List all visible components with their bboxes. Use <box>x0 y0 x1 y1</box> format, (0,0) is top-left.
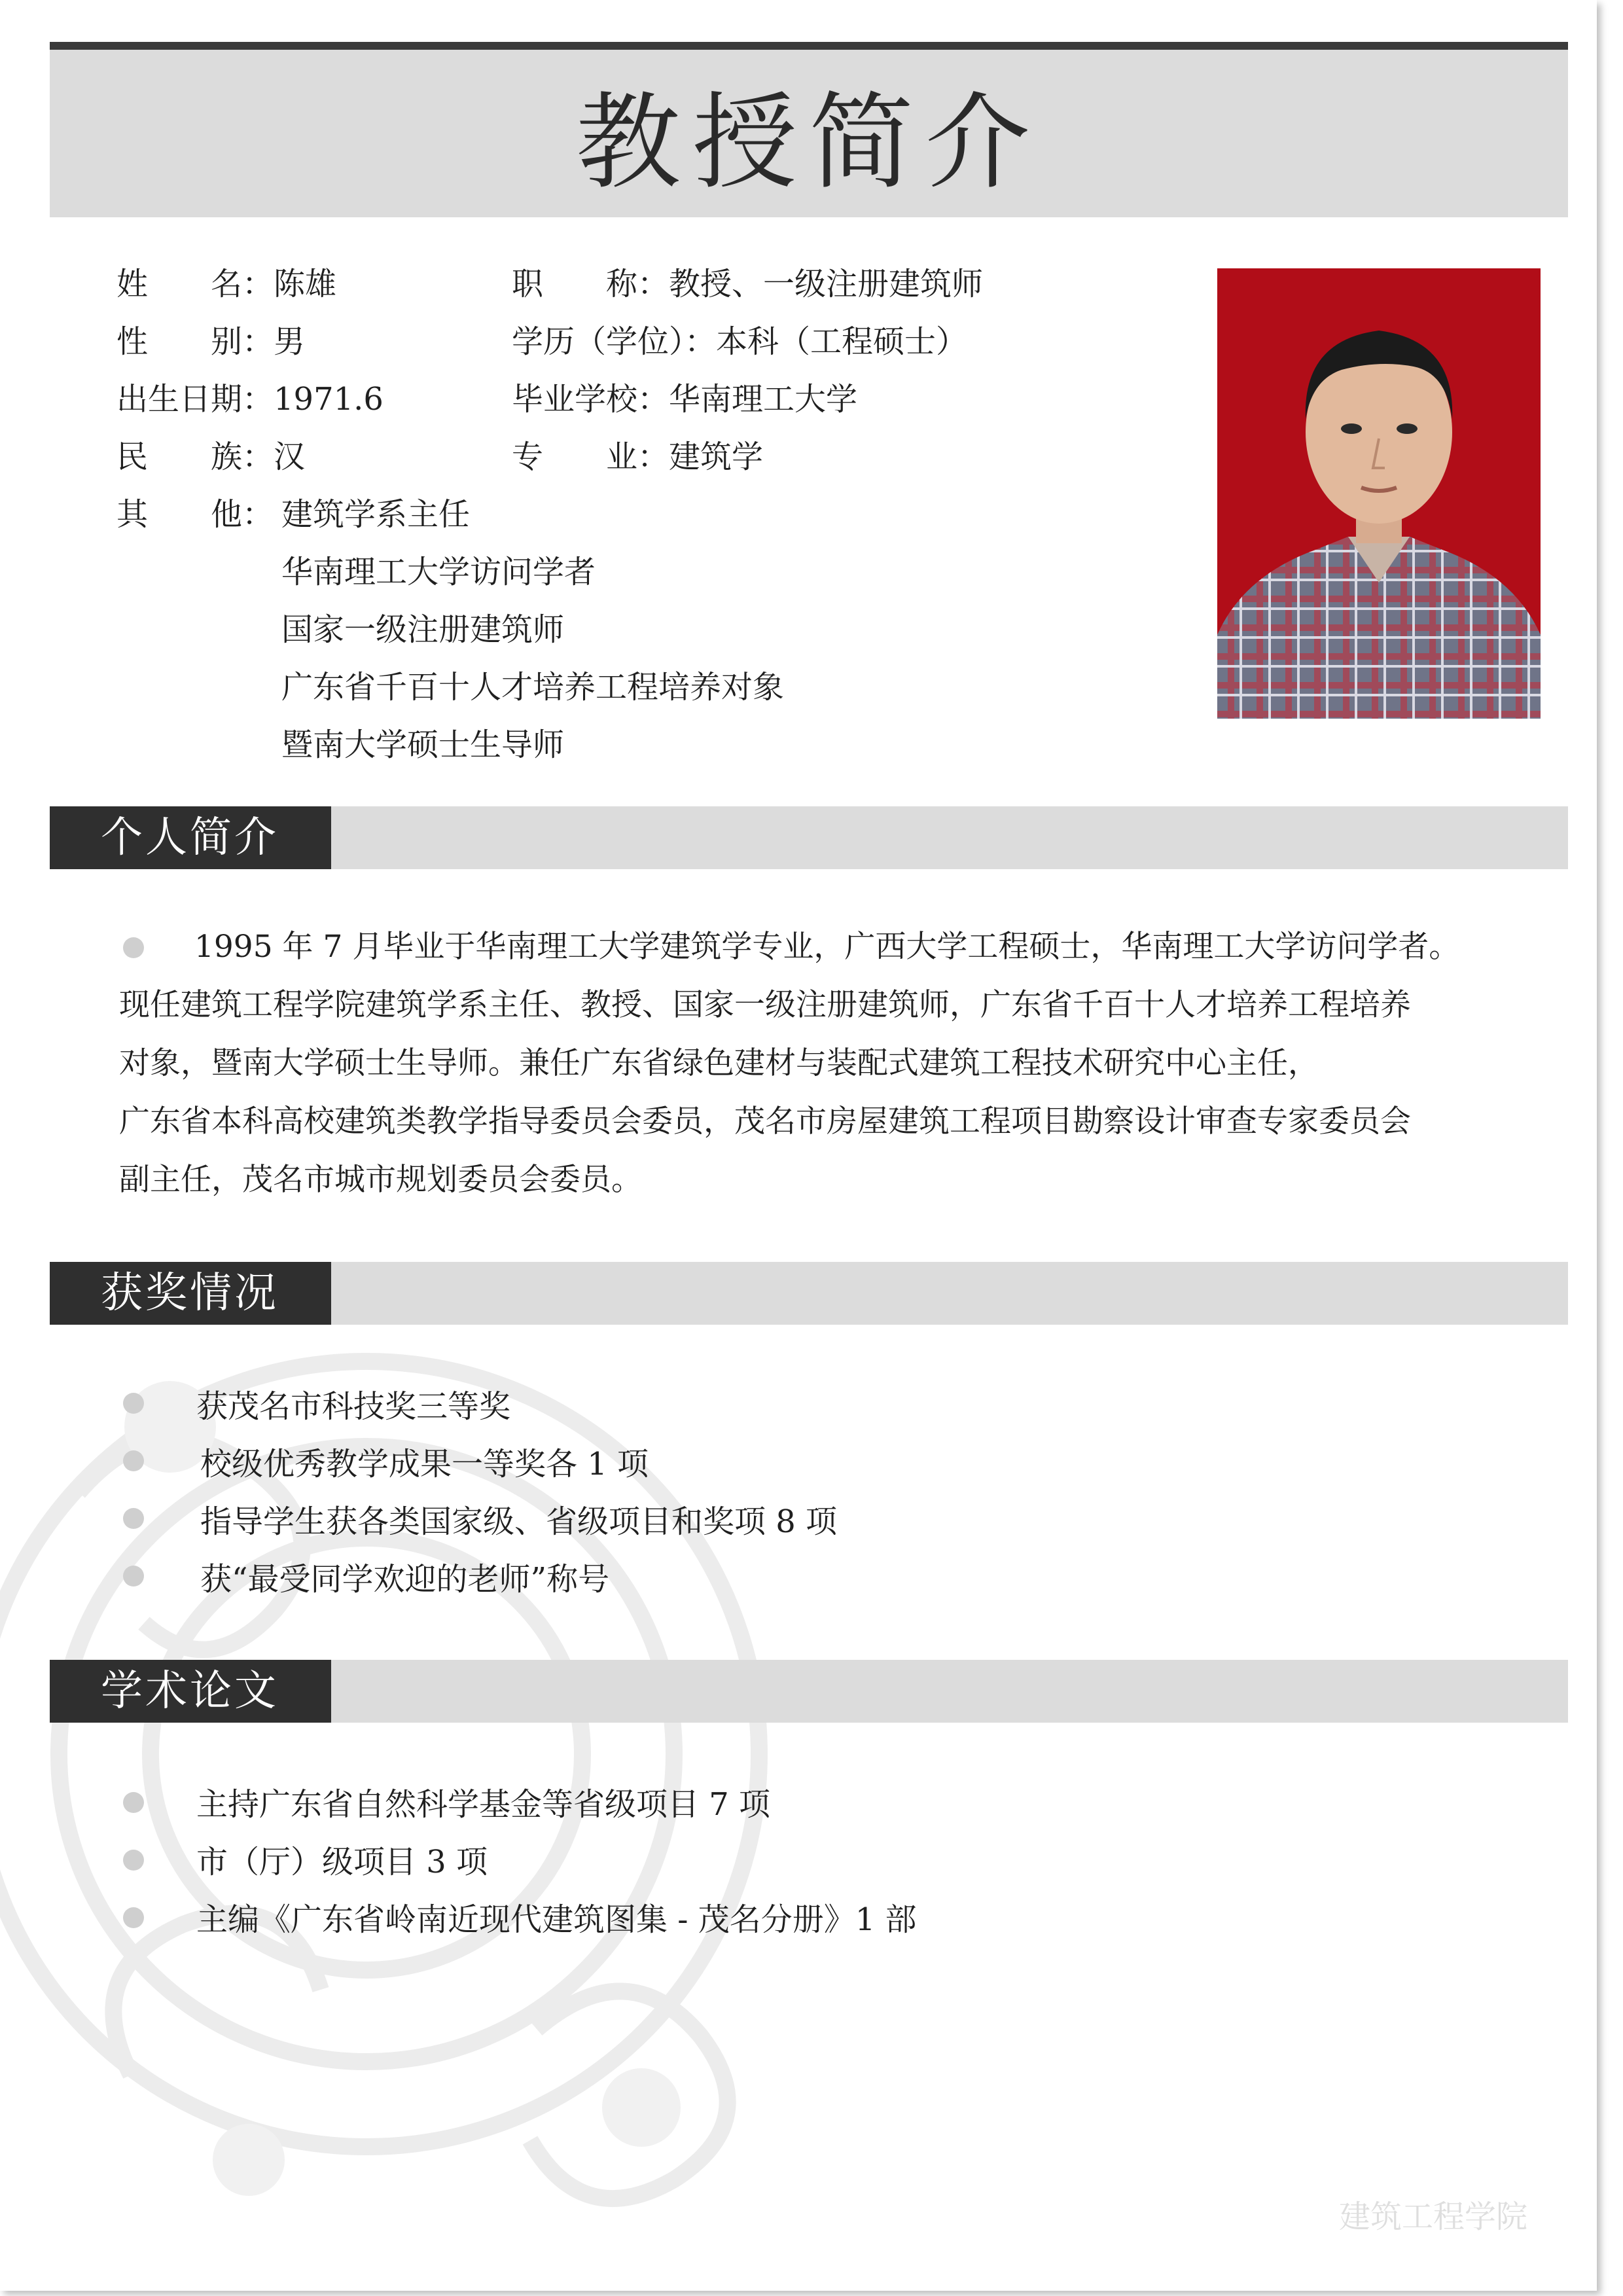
award-item: 校级优秀教学成果一等奖各 1 项 <box>200 1446 649 1482</box>
paper-item: 主编《广东省岭南近现代建筑图集 - 茂名分册》1 部 <box>196 1901 917 1938</box>
bullet-icon <box>123 1508 144 1529</box>
gender-label: 性 别： <box>116 323 274 360</box>
page-title: 教授简介 <box>575 81 1042 204</box>
ethnic-value: 汉 <box>274 439 306 475</box>
section-band-papers <box>50 1660 1568 1723</box>
major-row <box>512 428 763 486</box>
ethnic-label: 民 族： <box>116 439 274 475</box>
title-label: 职 称： <box>512 266 669 302</box>
section-heading-intro: 个人简介 <box>50 806 331 869</box>
portrait-photo <box>1217 268 1541 719</box>
paper-item: 市（厅）级项目 3 项 <box>196 1844 488 1880</box>
intro-line: 广东省本科高校建筑类教学指导委员会委员，茂名市房屋建筑工程项目勘察设计审查专家委员会 <box>119 1103 1411 1139</box>
gender-value: 男 <box>274 323 306 360</box>
school-row <box>512 370 857 428</box>
intro-line: 1995 年 7 月毕业于华南理工大学建筑学专业，广西大学工程硕士，华南理工大学访问学者。 <box>194 929 1460 965</box>
degree-label: 学历（学位）： <box>512 323 717 360</box>
bullet-icon <box>123 1907 144 1928</box>
other-item: 国家一级注册建筑师 <box>281 611 565 648</box>
footer-watermark: 建筑工程学院 <box>1339 2198 1528 2235</box>
portrait-icon <box>1217 268 1541 719</box>
name-label: 姓 名： <box>116 266 274 302</box>
bullet-icon <box>123 1850 144 1871</box>
other-item: 建筑学系主任 <box>281 496 471 533</box>
title-value: 教授、一级注册建筑师 <box>669 266 984 302</box>
school-label: 毕业学校： <box>512 381 669 418</box>
major-label: 专 业： <box>512 439 669 475</box>
intro-line: 对象，暨南大学硕士生导师。兼任广东省绿色建材与装配式建筑工程技术研究中心主任， <box>119 1045 1319 1081</box>
award-item: 指导学生获各类国家级、省级项目和奖项 8 项 <box>200 1503 838 1540</box>
bullet-icon <box>123 1393 144 1414</box>
other-row <box>116 486 274 543</box>
birth-value: 1971.6 <box>274 381 383 418</box>
intro-line: 副主任，茂名市城市规划委员会委员。 <box>119 1162 642 1198</box>
major-value: 建筑学 <box>669 439 764 475</box>
degree-value: 本科（工程硕士） <box>716 323 968 360</box>
section-heading-awards: 获奖情况 <box>50 1262 331 1325</box>
title-row <box>512 255 983 313</box>
birth-label: 出生日期： <box>116 381 274 418</box>
intro-line: 现任建筑工程学院建筑学系主任、教授、国家一级注册建筑师，广东省千百十人才培养工程培养 <box>119 987 1411 1023</box>
gender-row <box>116 313 305 370</box>
name-row <box>116 255 336 313</box>
other-label: 其 他： <box>116 496 274 533</box>
other-item: 华南理工大学访问学者 <box>281 554 596 590</box>
bullet-icon <box>123 1792 144 1813</box>
section-heading-papers: 学术论文 <box>50 1660 331 1723</box>
birth-row <box>116 370 383 428</box>
bullet-icon <box>123 1566 144 1587</box>
section-band-intro <box>50 806 1568 869</box>
name-value: 陈雄 <box>274 266 337 302</box>
award-item: 获“最受同学欢迎的老师”称号 <box>200 1561 610 1598</box>
degree-row <box>512 313 967 370</box>
section-band-awards <box>50 1262 1568 1325</box>
other-item: 广东省千百十人才培养工程培养对象 <box>281 669 785 706</box>
bullet-icon <box>123 1450 144 1471</box>
paper-item: 主持广东省自然科学基金等省级项目 7 项 <box>196 1786 771 1823</box>
top-rule <box>50 42 1568 50</box>
other-item: 暨南大学硕士生导师 <box>281 726 565 763</box>
title-band <box>50 50 1568 217</box>
ethnic-row <box>116 428 305 486</box>
school-value: 华南理工大学 <box>669 381 858 418</box>
award-item: 获茂名市科技奖三等奖 <box>196 1388 511 1425</box>
